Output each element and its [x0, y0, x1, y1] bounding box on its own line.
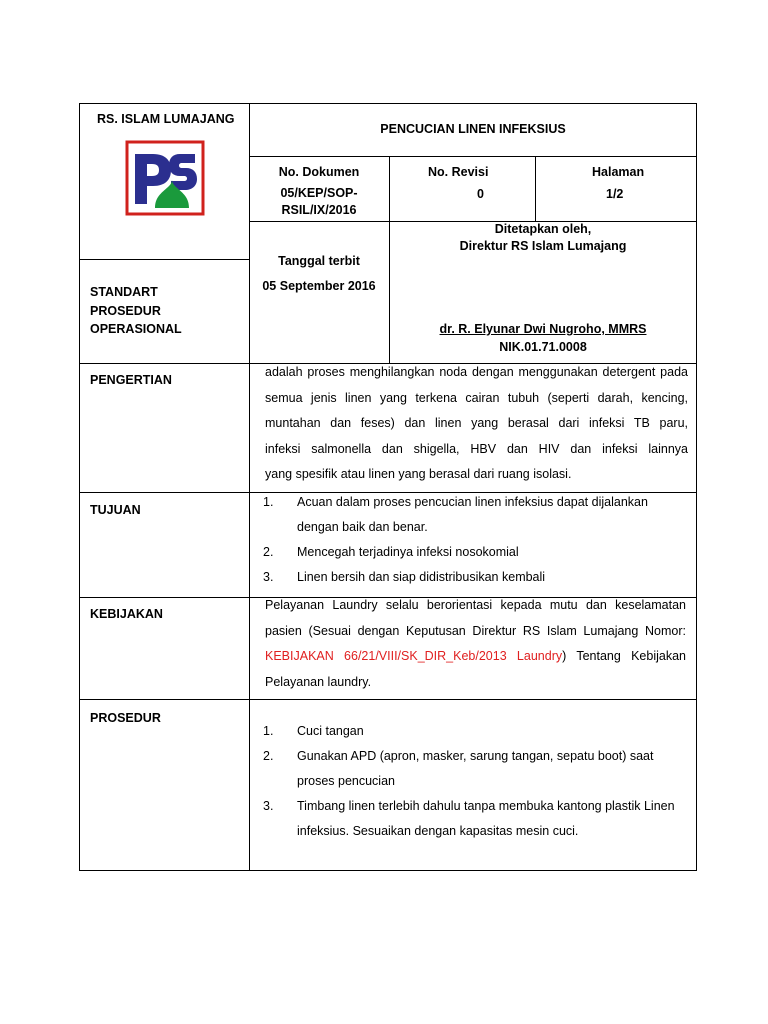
prosedur-list: [263, 719, 693, 844]
kebijakan-text: [265, 593, 686, 695]
list-number: 3.: [263, 799, 274, 813]
signatory-name: dr. R. Elyunar Dwi Nugroho, MMRS: [439, 322, 647, 336]
rule-kebijakan-bottom: [80, 699, 697, 700]
prosedur-label: PROSEDUR: [90, 711, 161, 725]
rule-label-column: [249, 104, 250, 871]
pengertian-line: infeksi salmonella dan shigella, HBV dan HIV dan infeksi lainnya: [265, 441, 688, 456]
list-item: [263, 744, 693, 794]
hospital-logo-icon: [125, 140, 205, 216]
tujuan-label: TUJUAN: [90, 503, 141, 517]
revision-label: No. Revisi: [428, 165, 489, 179]
tujuan-list: [263, 490, 693, 590]
list-item: [263, 794, 693, 844]
page-label: Halaman: [592, 165, 645, 179]
list-text: Mencegah terjadinya infeksi nosokomial: [297, 545, 519, 559]
established-by-line2: Direktur RS Islam Lumajang: [459, 239, 627, 253]
kebijakan-line: pasien (Sesuai dengan Keputusan Direktur RS Islam Lumajang Nomor:: [265, 623, 686, 638]
list-text: Cuci tangan: [297, 724, 364, 738]
list-text: Acuan dalam proses pencucian linen infeksius dapat dijalankan: [297, 495, 648, 509]
sop-title-line2: PROSEDUR: [90, 304, 161, 318]
kebijakan-line-rest: ) Tentang Kebijakan: [562, 649, 686, 663]
document-title: PENCUCIAN LINEN INFEKSIUS: [380, 122, 566, 136]
rule-title-bottom: [249, 156, 697, 157]
list-item: [263, 490, 693, 540]
rule-logo-bottom: [80, 259, 249, 260]
hospital-name: RS. ISLAM LUMAJANG: [97, 112, 235, 126]
list-text: Timbang linen terlebih dahulu tanpa membuka kantong plastik Linen: [297, 799, 675, 813]
list-item: [263, 540, 693, 565]
list-text: infeksius. Sesuaikan dengan kapasitas mesin cuci.: [297, 824, 579, 838]
established-by-line1: Ditetapkan oleh,: [494, 222, 592, 236]
kebijakan-label: KEBIJAKAN: [90, 607, 163, 621]
sop-document-table: [79, 103, 697, 871]
list-number: 2.: [263, 749, 274, 763]
pengertian-line: yang spesifik atau linen yang berasal dari ruang isolasi.: [265, 467, 572, 481]
doc-number-line1: 05/KEP/SOP-: [280, 186, 358, 200]
issue-date-value: 05 September 2016: [262, 279, 376, 293]
list-number: 2.: [263, 545, 274, 559]
list-text: proses pencucian: [297, 774, 395, 788]
pengertian-text: [265, 360, 688, 488]
list-text: dengan baik dan benar.: [297, 520, 428, 534]
rule-page-left: [535, 156, 536, 221]
policy-reference-link: KEBIJAKAN 66/21/VIII/SK_DIR_Keb/2013 Laundry: [265, 649, 563, 663]
doc-number-line2: RSIL/IX/2016: [281, 203, 357, 217]
kebijakan-line: Pelayanan Laundry selalu berorientasi kepada mutu dan keselamatan: [265, 598, 686, 612]
kebijakan-line: [265, 644, 686, 670]
kebijakan-line: Pelayanan laundry.: [265, 674, 372, 689]
list-text: Gunakan APD (apron, masker, sarung tangan, sepatu boot) saat: [297, 749, 654, 763]
pengertian-label: PENGERTIAN: [90, 373, 172, 387]
pengertian-line: muntahan dan feses) dan linen yang berasal dari infeksi TB paru,: [265, 416, 688, 430]
list-item: [263, 719, 693, 744]
pengertian-line: semua jenis linen yang terkena cairan tubuh (seperti darah, kencing,: [265, 390, 688, 405]
list-number: 1.: [263, 724, 274, 738]
list-number: 1.: [263, 495, 274, 509]
list-number: 3.: [263, 570, 274, 584]
sop-title-line3: OPERASIONAL: [90, 322, 182, 336]
doc-number-label: No. Dokumen: [278, 165, 360, 179]
list-item: [263, 565, 693, 590]
page-value: 1/2: [606, 187, 624, 201]
signatory-nik: NIK.01.71.0008: [499, 340, 587, 354]
list-text: Linen bersih dan siap didistribusikan kembali: [297, 570, 546, 584]
sop-title-line1: STANDART: [90, 285, 158, 299]
revision-value: 0: [477, 187, 484, 201]
issue-date-label: Tanggal terbit: [278, 254, 360, 268]
pengertian-line: adalah proses menghilangkan noda dengan menggunakan detergent pada: [265, 365, 688, 379]
